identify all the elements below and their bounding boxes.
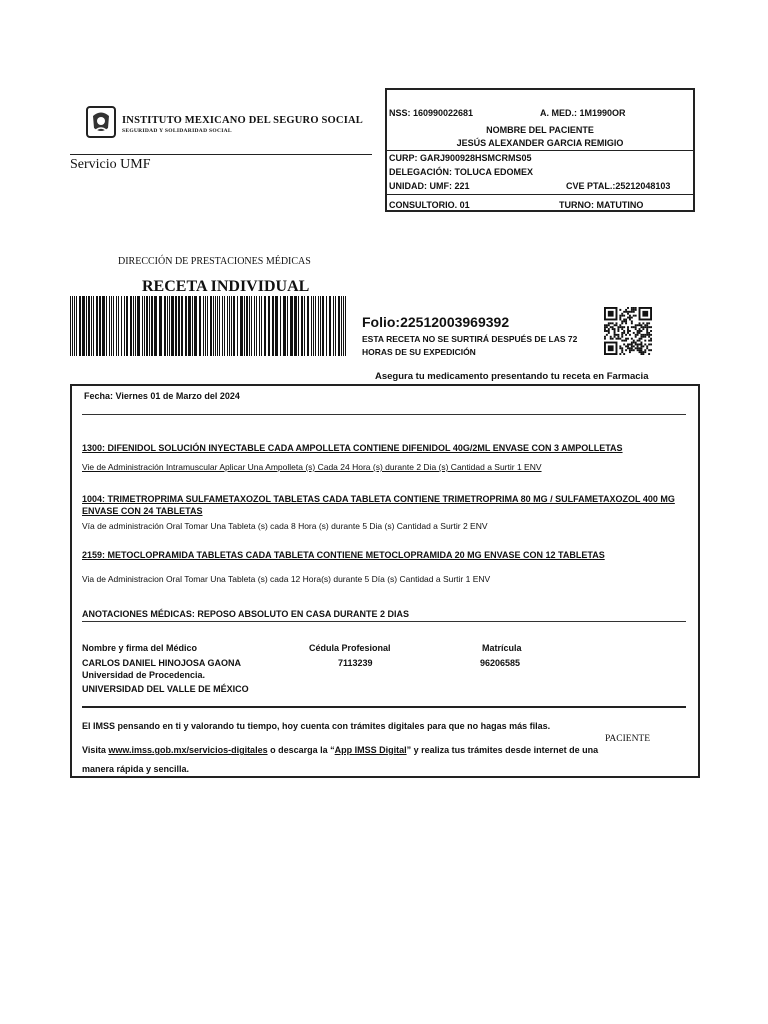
curp: CURP: GARJ900928HSMCRMS05: [389, 153, 532, 163]
consultorio: CONSULTORIO. 01: [389, 200, 470, 210]
app-imss-link[interactable]: App IMSS Digital: [334, 745, 407, 755]
barcode: [70, 296, 348, 356]
header-divider: [70, 154, 372, 155]
matricula-label: Matrícula: [482, 643, 522, 653]
a-med: A. MED.: 1M1990OR: [540, 108, 626, 118]
cedula: 7113239: [338, 658, 373, 668]
institution-name: INSTITUTO MEXICANO DEL SEGURO SOCIAL: [122, 115, 363, 126]
qr-code: [604, 307, 652, 355]
patient-name-label: NOMBRE DEL PACIENTE: [486, 125, 594, 135]
med-3-title: 2159: METOCLOPRAMIDA TABLETAS CADA TABLETA CONTIENE METOCLOPRAMIDA 20 MG ENVASE CON 12 TABLETAS: [82, 550, 605, 560]
university-label: Universidad de Procedencia.: [82, 670, 206, 680]
university: UNIVERSIDAD DEL VALLE DE MÉXICO: [82, 684, 249, 694]
cedula-label: Cédula Profesional: [309, 643, 391, 653]
patient-box-divider-2: [387, 194, 693, 195]
direccion: DIRECCIÓN DE PRESTACIONES MÉDICAS: [118, 256, 311, 267]
unidad: UNIDAD: UMF: 221: [389, 181, 470, 191]
med-1-title: 1300: DIFENIDOL SOLUCIÓN INYECTABLE CADA AMPOLLETA CONTIENE DIFENIDOL 40G/2ML ENVASE CON 3 AMPOLLETAS: [82, 443, 623, 453]
asegura-note: Asegura tu medicamento presentando tu receta en Farmacia: [375, 371, 649, 382]
footer-line-1: El IMSS pensando en ti y valorando tu tiempo, hoy cuenta con trámites digitales para que no hagas más filas.: [82, 721, 551, 731]
fecha-divider: [82, 414, 686, 415]
med-3-instructions: Via de Administracion Oral Tomar Una Tableta (s) cada 12 Hora(s) durante 5 Día (s) Cantidad a Surtir 1 ENV: [82, 574, 491, 584]
footer-line-2: [82, 745, 598, 755]
imss-digital-link[interactable]: www.imss.gob.mx/servicios-digitales: [108, 745, 268, 755]
footer-mid: o descarga la “: [267, 745, 335, 755]
folio: Folio:22512003969392: [362, 314, 510, 330]
turno: TURNO: MATUTINO: [559, 200, 644, 210]
med-1-instructions: Vie de Administración Intramuscular Aplicar Una Ampolleta (s) Cada 24 Hora (s) durante 2 Dia (s) Cantidad a Surtir 1 ENV: [82, 462, 542, 472]
footer-line-3: manera rápida y sencilla.: [82, 764, 190, 774]
fecha: Fecha: Viernes 01 de Marzo del 2024: [84, 391, 240, 401]
imss-eagle-icon: [86, 106, 116, 138]
med-2-instructions: Vía de administración Oral Tomar Una Tableta (s) cada 8 Hora (s) durante 5 Dia (s) Cantidad a Surtir 2 ENV: [82, 521, 488, 531]
footer-visita: Visita: [82, 745, 109, 755]
med-2-title: 1004: TRIMETROPRIMA SULFAMETAXOZOL TABLETAS CADA TABLETA CONTIENE TRIMETROPRIMA 80 MG / SULFAMETAXOZOL 400 MG: [82, 494, 675, 504]
copy-label: PACIENTE: [605, 734, 651, 744]
anotaciones-divider: [82, 621, 686, 622]
patient-box-divider: [387, 150, 693, 151]
footer-end: ” y realiza tus trámites desde internet de una: [406, 745, 599, 755]
nss: NSS: 160990022681: [389, 108, 474, 118]
patient-info-box: [385, 88, 695, 212]
prescription-box: [70, 384, 700, 778]
receta-title: RECETA INDIVIDUAL: [142, 278, 310, 295]
service-label: Servicio UMF: [70, 157, 151, 172]
cve-ptal: CVE PTAL.:25212048103: [566, 181, 671, 191]
matricula: 96206585: [480, 658, 521, 668]
doctor-divider: [82, 706, 686, 708]
institution-subtitle: SEGURIDAD Y SOLIDARIDAD SOCIAL: [122, 128, 232, 134]
folio-note: ESTA RECETA NO SE SURTIRÁ DESPUÉS DE LAS 72 HORAS DE SU EXPEDICIÓN: [362, 334, 578, 357]
anotaciones: ANOTACIONES MÉDICAS: REPOSO ABSOLUTO EN CASA DURANTE 2 DIAS: [82, 609, 410, 619]
doctor-name: CARLOS DANIEL HINOJOSA GAONA: [82, 658, 242, 668]
imss-logo: [86, 106, 363, 140]
doctor-name-label: Nombre y firma del Médico: [82, 643, 198, 653]
patient-name: JESÚS ALEXANDER GARCIA REMIGIO: [456, 138, 624, 148]
delegacion: DELEGACIÓN: TOLUCA EDOMEX: [389, 167, 534, 177]
med-2-title-cont: ENVASE CON 24 TABLETAS: [82, 506, 203, 516]
